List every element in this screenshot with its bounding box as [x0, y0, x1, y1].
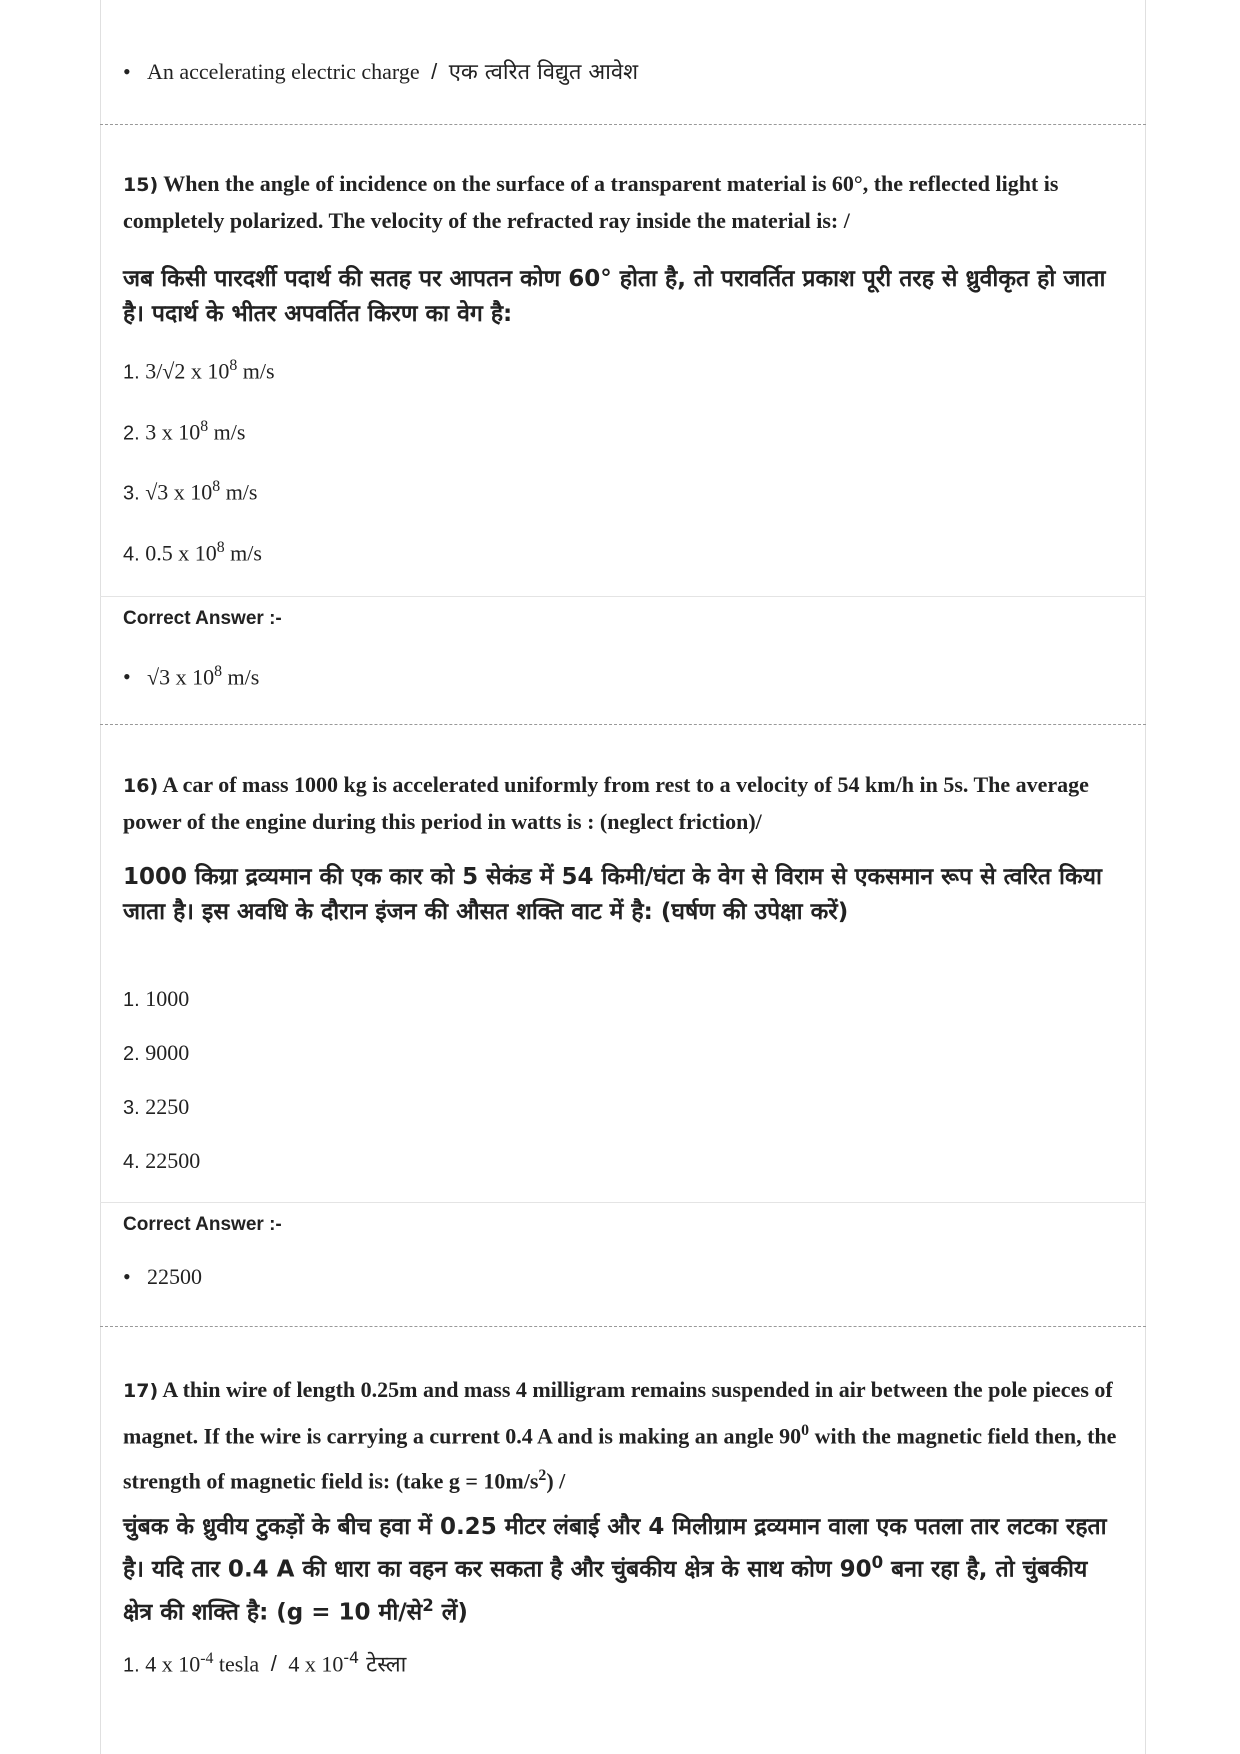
answer-divider — [100, 596, 1146, 597]
q15-option-3: 3. √3 x $10^8$ m/s — [123, 478, 258, 505]
q16-option-1: 1. 1000 — [123, 986, 190, 1011]
previous-correct-answer: • An accelerating electric charge / एक त्वरित विद्युत आवेश — [123, 59, 639, 85]
q16-correct-answer: • 22500 — [123, 1264, 202, 1289]
question-17-english: 17) A thin wire of length 0.25m and mass 4 milligram remains suspended in air between the pole pieces of magnet. If the wire is carrying a current 0.4 A and is making an angle $90^0$ with the magnetic field then, the strength of magnetic field is: (take $g = 10m/s^2$) / — [123, 1377, 1117, 1494]
question-15-hindi: जब किसी पारदर्शी पदार्थ की सतह पर आपतन कोण 60° होता है, तो परावर्तित प्रकाश पूरी तरह से ध्रुवीकृत हो जाता है। पदार्थ के भीतर अपवर्तित किरण का वेग है: — [123, 266, 1106, 327]
question-16-hindi: 1000 किग्रा द्रव्यमान की एक कार को 5 सेकंड में 54 किमी/घंटा के वेग से विराम से एकसमान रूप से त्वरित किया जाता है। इस अवधि के दौरान इंजन की औसत शक्ति वाट में है: (घर्षण की उपेक्षा करें) — [123, 864, 1102, 925]
bullet-icon: • — [123, 664, 131, 690]
q15-option-4: 4. 0.5 x $10^8$ m/s — [123, 539, 262, 566]
bullet-icon: • — [123, 59, 131, 84]
q17-option-1: 1. 4 x $10^{-4}$ tesla / 4 x $10^{-4}$ टेस्ला — [123, 1648, 407, 1678]
answer-divider — [100, 1202, 1146, 1203]
question-15-english: 15) When the angle of incidence on the surface of a transparent material is 60°, the reflected light is completely polarized. The velocity of the refracted ray inside the material is: / — [123, 171, 1059, 233]
bullet-icon: • — [123, 1264, 131, 1289]
q16-option-3: 3. 2250 — [123, 1094, 190, 1119]
question-17-hindi: चुंबक के ध्रुवीय टुकड़ों के बीच हवा में 0.25 मीटर लंबाई और 4 मिलीग्राम द्रव्यमान वाला एक पतला तार लटका रहता है। यदि तार 0.4 A की धारा का वहन कर सकता है और चुंबकीय क्षेत्र के साथ कोण $90^0$ बना रहा है, तो चुंबकीय क्षेत्र की शक्ति है: (g = 10 मी/से$^2$ लें) — [123, 1514, 1107, 1626]
q16-option-4: 4. 22500 — [123, 1148, 201, 1173]
q15-option-2: 2. 3 x $10^8$ m/s — [123, 418, 246, 445]
question-divider — [100, 124, 1146, 125]
q15-correct-answer-label: Correct Answer :- — [123, 608, 282, 629]
question-16-english: 16) A car of mass 1000 kg is accelerated uniformly from rest to a velocity of 54 km/h in 5s. The average power of the engine during this period in watts is : (neglect friction)/ — [123, 772, 1089, 834]
q15-option-1: 1. 3/√2 x $10^8$ m/s — [123, 357, 275, 384]
question-divider — [100, 724, 1146, 725]
q15-correct-answer: • √3 x $10^8$ m/s — [123, 663, 260, 690]
q16-option-2: 2. 9000 — [123, 1040, 190, 1065]
question-divider — [100, 1326, 1146, 1327]
q16-correct-answer-label: Correct Answer :- — [123, 1214, 282, 1235]
